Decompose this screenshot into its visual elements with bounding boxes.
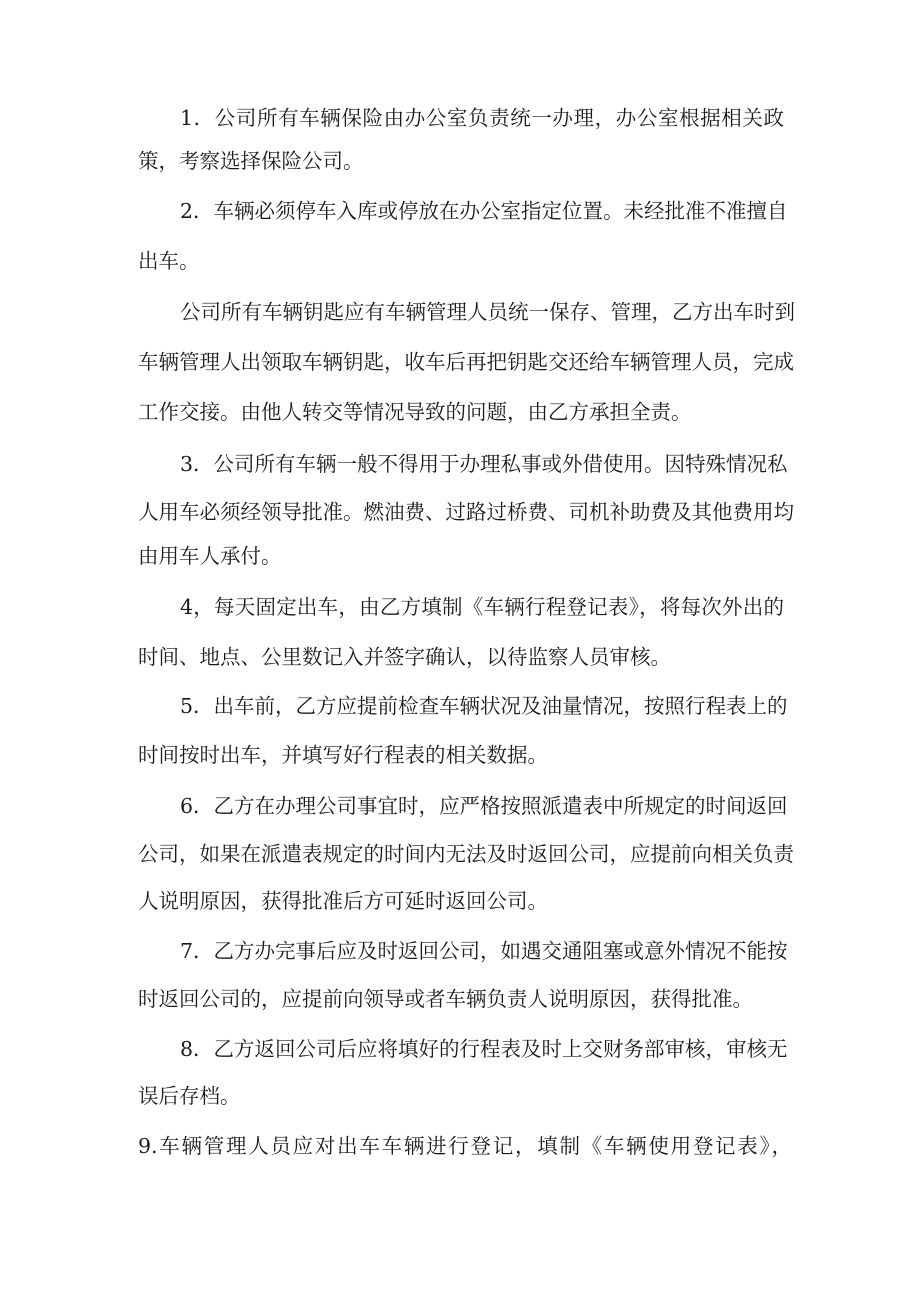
paragraph-6-line-1: 6．乙方在办理公司事宜时，应严格按照派遣表中所规定的时间返回 (180, 794, 788, 818)
paragraph-2-line-1: 2．车辆必须停车入库或停放在办公室指定位置。未经批准不准擅自 (180, 199, 788, 223)
paragraph-4-line-2: 时间、地点、公里数记入并签字确认，以待监察人员审核。 (138, 645, 671, 669)
paragraph-keys-line-2: 车辆管理人出领取车辆钥匙，收车后再把钥匙交还给车辆管理人员，完成 (138, 350, 794, 374)
paragraph-3-line-1: 3．公司所有车辆一般不得用于办理私事或外借使用。因特殊情况私 (180, 452, 788, 476)
paragraph-6-line-3: 人说明原因，获得批准后方可延时返回公司。 (138, 889, 548, 913)
paragraph-3-line-3: 由用车人承付。 (138, 544, 282, 568)
paragraph-8-line-1: 8．乙方返回公司后应将填好的行程表及时上交财务部审核，审核无 (180, 1037, 788, 1061)
paragraph-5-line-1: 5．出车前，乙方应提前检查车辆状况及油量情况，按照行程表上的 (180, 694, 788, 718)
paragraph-1-line-1: 1．公司所有车辆保险由办公室负责统一办理，办公室根据相关政 (180, 106, 784, 130)
paragraph-9-line-1: 9.车辆管理人员应对出车车辆进行登记，填制《车辆使用登记表》， (138, 1134, 792, 1158)
paragraph-1-line-2: 策，考察选择保险公司。 (138, 149, 364, 173)
paragraph-6-line-2: 公司，如果在派遣表规定的时间内无法及时返回公司，应提前向相关负责 (138, 842, 794, 866)
paragraph-4-line-1: 4，每天固定出车，由乙方填制《车辆行程登记表》，将每次外出的 (180, 595, 784, 619)
paragraph-8-line-2: 误后存档。 (138, 1084, 241, 1108)
paragraph-keys-line-1: 公司所有车辆钥匙应有车辆管理人员统一保存、管理，乙方出车时到 (180, 300, 795, 324)
paragraph-2-line-2: 出车。 (138, 249, 200, 273)
paragraph-7-line-2: 时返回公司的，应提前向领导或者车辆负责人说明原因，获得批准。 (138, 987, 753, 1011)
paragraph-7-line-1: 7．乙方办完事后应及时返回公司，如遇交通阻塞或意外情况不能按 (180, 939, 788, 963)
paragraph-5-line-2: 时间按时出车，并填写好行程表的相关数据。 (138, 743, 548, 767)
paragraph-keys-line-3: 工作交接。由他人转交等情况导致的问题，由乙方承担全责。 (138, 400, 692, 424)
paragraph-3-line-2: 人用车必须经领导批准。燃油费、过路过桥费、司机补助费及其他费用均 (138, 500, 794, 524)
